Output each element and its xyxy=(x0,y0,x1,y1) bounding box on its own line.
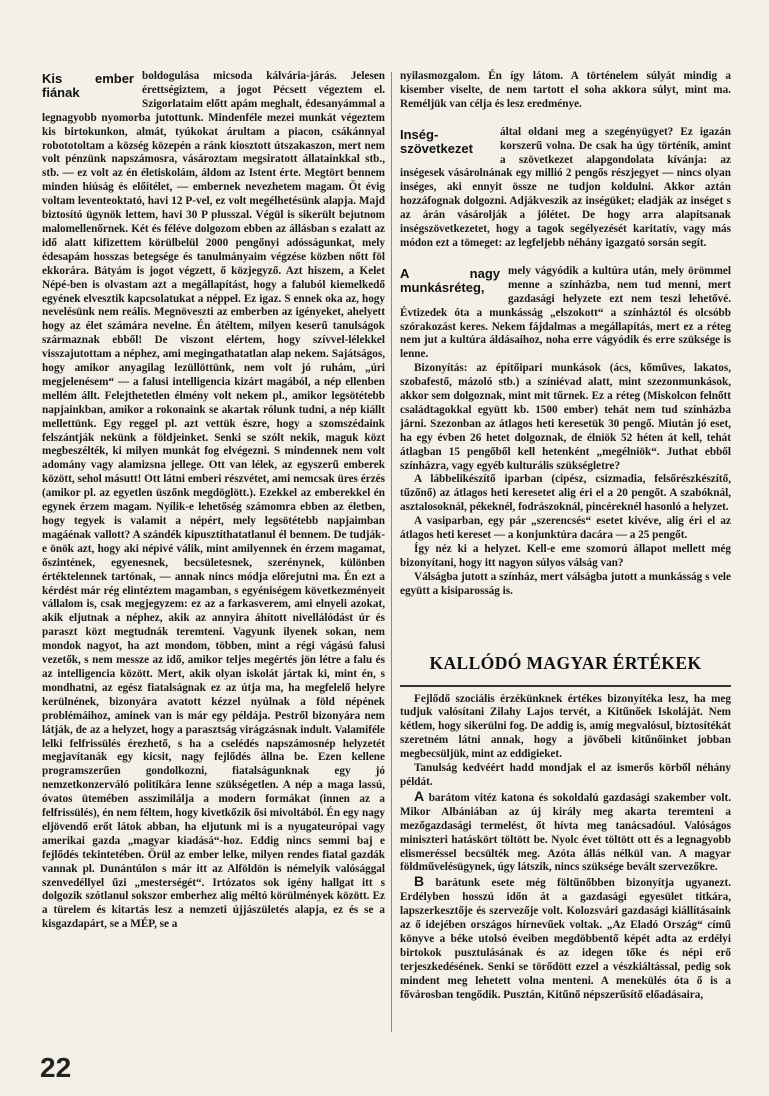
section-tanulsag-paragraph: Tanulság kedvéért hadd mondjak el az ismerős körből néhány példát. xyxy=(400,762,731,788)
bizonyitas-paragraph: Bizonyítás: az építőipari munkások (ács, kőműves, lakatos, szobafestő, mázoló stb.) a színiévad alatt, mint szezonmunkások, akkor sem dolgoznak, mint mit tűrnek. Ez a réteg (Miskolcon felnőtt családtagokkal együtt kb. 1500 ember) tehát nem tud színházba járni. Szezonban az átlagos heti keresetük 30 pengő. Miután jó eset, ha egy évben 26 hetet dolgoznak, de élniök 52 héten át kell, tehát átlagban 15 pengőből kell hetenként „megélniök“. Juthat ebből színházra, vagy egyéb kulturális szükségletre? xyxy=(400,362,731,472)
left-column xyxy=(42,70,385,932)
vasipar-paragraph: A vasiparban, egy pár „szerencsés“ esetet kivéve, alig éri el az átlagos heti kereset — a konjunktúra dacára — a 25 pengőt. xyxy=(400,515,731,542)
example-a-initial: A xyxy=(414,787,425,804)
subhead-nagy-munkasreteg: A nagy munkásréteg, xyxy=(400,265,500,295)
example-b-paragraph xyxy=(400,875,731,1002)
example-b-text: barátunk esete még föltűnőbben bizonyítja ugyanezt. Erdélyben hosszú időn át a gazdasági egyesület titkára, lapszerkesztője és szervezője volt. Kolozsvári gazdasági kiállításaink az ő idejében országos hírnevűek voltak. „Az Eladó Ország“ című könyve a béke utolsó éveiben megdöbbentő képét adta az erdélyi birtokok pusztulásának és az idegen tőke és népi erő terjeszkedésének. Senki se törődött ezzel a vészkiáltással, pedig sok mindent meg lehetett volna menteni. A menekülés óta ő is a fővárosban tengődik. Pusztán, Kitűnő népszerűsítő előadásaira, xyxy=(400,877,732,1001)
example-b-initial: B xyxy=(414,873,425,890)
spacer xyxy=(400,112,731,126)
example-a-text: barátom vitéz katona és sokoldalú gazdasági szakember volt. Mikor Albániában az új király meg akarta teremteni a mezőgazdasági termelést, őt hívta meg tanácsadóul. Valóságos miniszteri hatáskört töltött be. Nyolc évet töltött ott és a legnagyobb elismeréssel becsülték meg. Azóta állás nélkül van. A magyar földművelésügynek, úgy látszik, nincs szüksége bevált szervezőkre. xyxy=(400,791,732,874)
munkasreteg-paragraph: mely vágyódik a kultúra után, mely örömmel menne a színházba, nem tud menni, mert gazdasági helyzete ezt nem teszi lehetővé. Évtizedek óta a munkásság „elszokott“ a színháztól és olcsóbb szórakozást keres. Nekem fájdalmas a megállapítás, mert ez a réteg nem jut a kultúra áldásaihoz, noha erre vágyódik és erre szüksége is lenne. xyxy=(400,264,731,361)
inseg-paragraph: által oldani meg a szegényügyet? Ez igazán korszerű volna. De csak ha úgy történik, amint a szövetkezet alapgondolata kívánja: az inségesek vásárolnának egy millió 2 pengős részjegyet — nincs olyan inséges, aki ennyit össze ne tudjon koldulni. Akkor aztán hozzáfognak dolgozni. Adjákveszik az inségüket; eladják az inséget s az árán vásárolják a jólétet. De hogy arra alapítsanak inségszövetkezetet, hogy a tagok segélyezését karitatív, vagy más módon ezt a tömeget: az legfeljebb néhány igazgató sorsán segít. xyxy=(400,125,731,249)
labbeli-paragraph: A lábbelikészítő iparban (cipész, csizmadia, felsőrészkészítő, tűzőnő) az átlagos heti keresetet alig éri el a 20 pengőt. A szabóknál, asztalosoknál, pékeknél, fodrászoknál, pincéreknél hasonló a helyzet. xyxy=(400,473,731,514)
helyzet-paragraph: Így néz ki a helyzet. Kell-e eme szomorú állapot mellett még bizonyítani, hogy itt nagyon súlyos válság van? xyxy=(400,543,731,569)
section-title-rule xyxy=(400,685,731,687)
subhead-kis-ember: Kis ember fiának xyxy=(42,71,134,100)
left-article-text: boldogulása micsoda kálvária-járás. Jelesen érettségiztem, a jogot Pécsett végeztem el. Szigorlataim előtt apám meghalt, édesanyámmal a legnagyobb nyomorba jutottunk. Mindenféle mezei munkát végeztem kis birtokunkon, almát, tyúkokat árultam a piacon, csákánnyal robototoltam a község közepén a ránk kiosztott útszakaszon, mert nem volt pénzünk napszámosra, vásároztam megsiratott állatainkkal stb., stb. — ez volt az én életiskolám, áldom az Istent érte. Megtört bennem minden hiúság és előítélet, — embernek nevezhetem magam. Öt évig voltam leventeoktató, havi 12 P-vel, ez volt megélhetésünk alapja. Majd biztosító ügynök lettem, havi 30 P plusszal. Végül is sikerült bejutnom malomellenőrnek. Két és féléve dolgozom ebben az állásban s ezalatt az idő alatt kifizettem körülbelül 2000 pengőnyi adósságunkat, mely édesapám hosszas betegsége és tanulmányaim végzése közben nőtt föl ekkorára. Bátyám is jogot végzett, ő közjegyző. Azt hiszem, a Kelet Népé-ben is olvastam azt a megállapítást, hogy a faluból kiemelkedő egyének elvesztik kapcsolatukat a néppel. Ez igaz. S ennek oka az, hogy nevelésünk nem reális. Megnöveszti az emberben az igényeket, ahelyett hogy az élet számára nevelne. Én átéltem, milyen keserű tanulságok származnak ebből! De viszont elértem, hogy szívvel-lélekkel visszajutottam a néphez, ami megingathatatlan alap nekem. Sajátságos, hogy amikor anyagilag lezüllöttünk, nem volt jó ruhám, „úri megjelenésem“ — a falusi intelligencia kizárt magából, a nép ellenben mellém állt. Felejthetetlen élmény volt nekem pl., amikor legsötétebb napjainkban, amikor a rokonaink se akartak rólunk tudni, a nép kiállt mellettünk. Egy reggel pl. azt vettük észre, hogy a szomszédaink felszántják nekünk a földjeinket. Senki se szólt nekik, maguk közt megbeszélték, ki milyen munkát fog elvégezni. S mindennek nem volt adomány vagy alamizsna jellege. Ott van lélek, az egyszerű emberek között, sehol másutt! Ott látni emberi részvétet, ami nemcsak üres érzés (amikor pl. az egyetlen üszőnk megdöglött.). Ezekkel az emberekkel én egynek érzem magam. Nyílik-e lehetőség számomra ebben az életben, hogy tegyek is valamit a népért, mely legsötétebb napjaimban magáénak vallott? A szándék kipusztíthatatlanul él bennem. De tudják-e önök azt, hogy aki népivé válik, mint amilyennek én érzem magamat, őszintének, egyenesnek, becsületesnek, szerénynek, különben értéktelennek tartónak, — annak nincs módja előrejutni ma. Én ezt a kérdést már rég elintéztem magamban, s egyéniségem következményeit vállalom is, csak megjegyzem: ez az a farkasverem, ami elnyeli azokat, akik eljutnak a néphez, akik az annyira áhított nivellálódást úr és paraszt közt megtudnák teremteni. Vagyunk ilyenek sokan, nem mondok nagyot, ha azt mondom, többen, mint a régi vágású falusi vezetők, s nem messze az idő, amikor teljes megértés jön létre a falu és az intelligencia között. Mert, akik olyan iskolát jártak ki, mint én, s mondhatni, az egész fiatalságnak ez az útja ma, ha megfelelő helyre kerülnének, bizonyára avatott kézzel nyúlnak a föld népének problémáihoz, aminek van is már egy példája. Pestről bizonyára nem látják, de az a helyzet, hogy a parasztság virágzásnak indult. Valamiféle lelki felfrissülés érezhető, s ha a cselédés napszámosnép helyzetét megjavítanák egy kicsit, nagy fejlődés állna be. Ezen kellene programszerűen gondolkozni, fiatalságunknak egy jó nemzetkonzerváló politikára lenne szükségetlen. A nép a maga lassú, óvatos ütemében asszimilálja a modern formákat (innen az a felfrissülés), én nem féltem, hogy kivetkőzik ősi mivoltából. Én egy nagy eljövendő erőt látok abban, ha eljutunk mi is a nyugateurópai vagy amerikai gazda „magyar kiadásá“-hoz. Eddig nincs semmi baj e fejlődés tekintetében. Örül az ember lelke, milyen rendes fiatal gazdák vannak pl. Dunántúlon s már itt az Alföldön is némelyik valósággal szenvedéllyel űzi „mesterségét“. Irtózatos sok igény hallgat itt s dolgozik szótlanul sokszor emberhez alig méltó körülmények között. Ez a türelem és kitartás lesz a nemzeti újjászületés alapja, ez és se a kisgazdapárt, se a MÉP, se a xyxy=(42,70,385,931)
right-column xyxy=(400,70,731,1002)
subhead-inseg-szovetkezet: Inség-szövetkezet xyxy=(400,126,473,156)
spacer xyxy=(400,251,731,265)
right-intro-paragraph: nyilasmozgalom. Én így látom. A történelem súlyát mindig a kisember viselte, de nem tartott el soha akkora súlyt, mint ma. Reméljük van célja és lesz eredménye. xyxy=(400,70,731,110)
section-intro-paragraph: Fejlődő szociális érzékünknek értékes bizonyítéka lesz, ha meg tudjuk valósítani Zilahy Lajos tervét, a Kitűnőek Iskoláját. Nem kétlem, hogy sikerülni fog. De addig is, amíg megvalósul, biztosítékát szeretném látni annak, hogy a jövőbeli kitűnőinket jobban megbecsüljük, mint az eddigieket. xyxy=(400,692,731,761)
page-number: 22 xyxy=(40,1052,72,1083)
section-title: KALLÓDÓ MAGYAR ÉRTÉKEK xyxy=(429,652,702,673)
valsag-paragraph: Válságba jutott a színház, mert válságba jutott a munkásság s vele együtt a kisiparosság is. xyxy=(400,570,731,597)
example-a-paragraph xyxy=(400,787,732,875)
column-divider xyxy=(391,72,392,1032)
